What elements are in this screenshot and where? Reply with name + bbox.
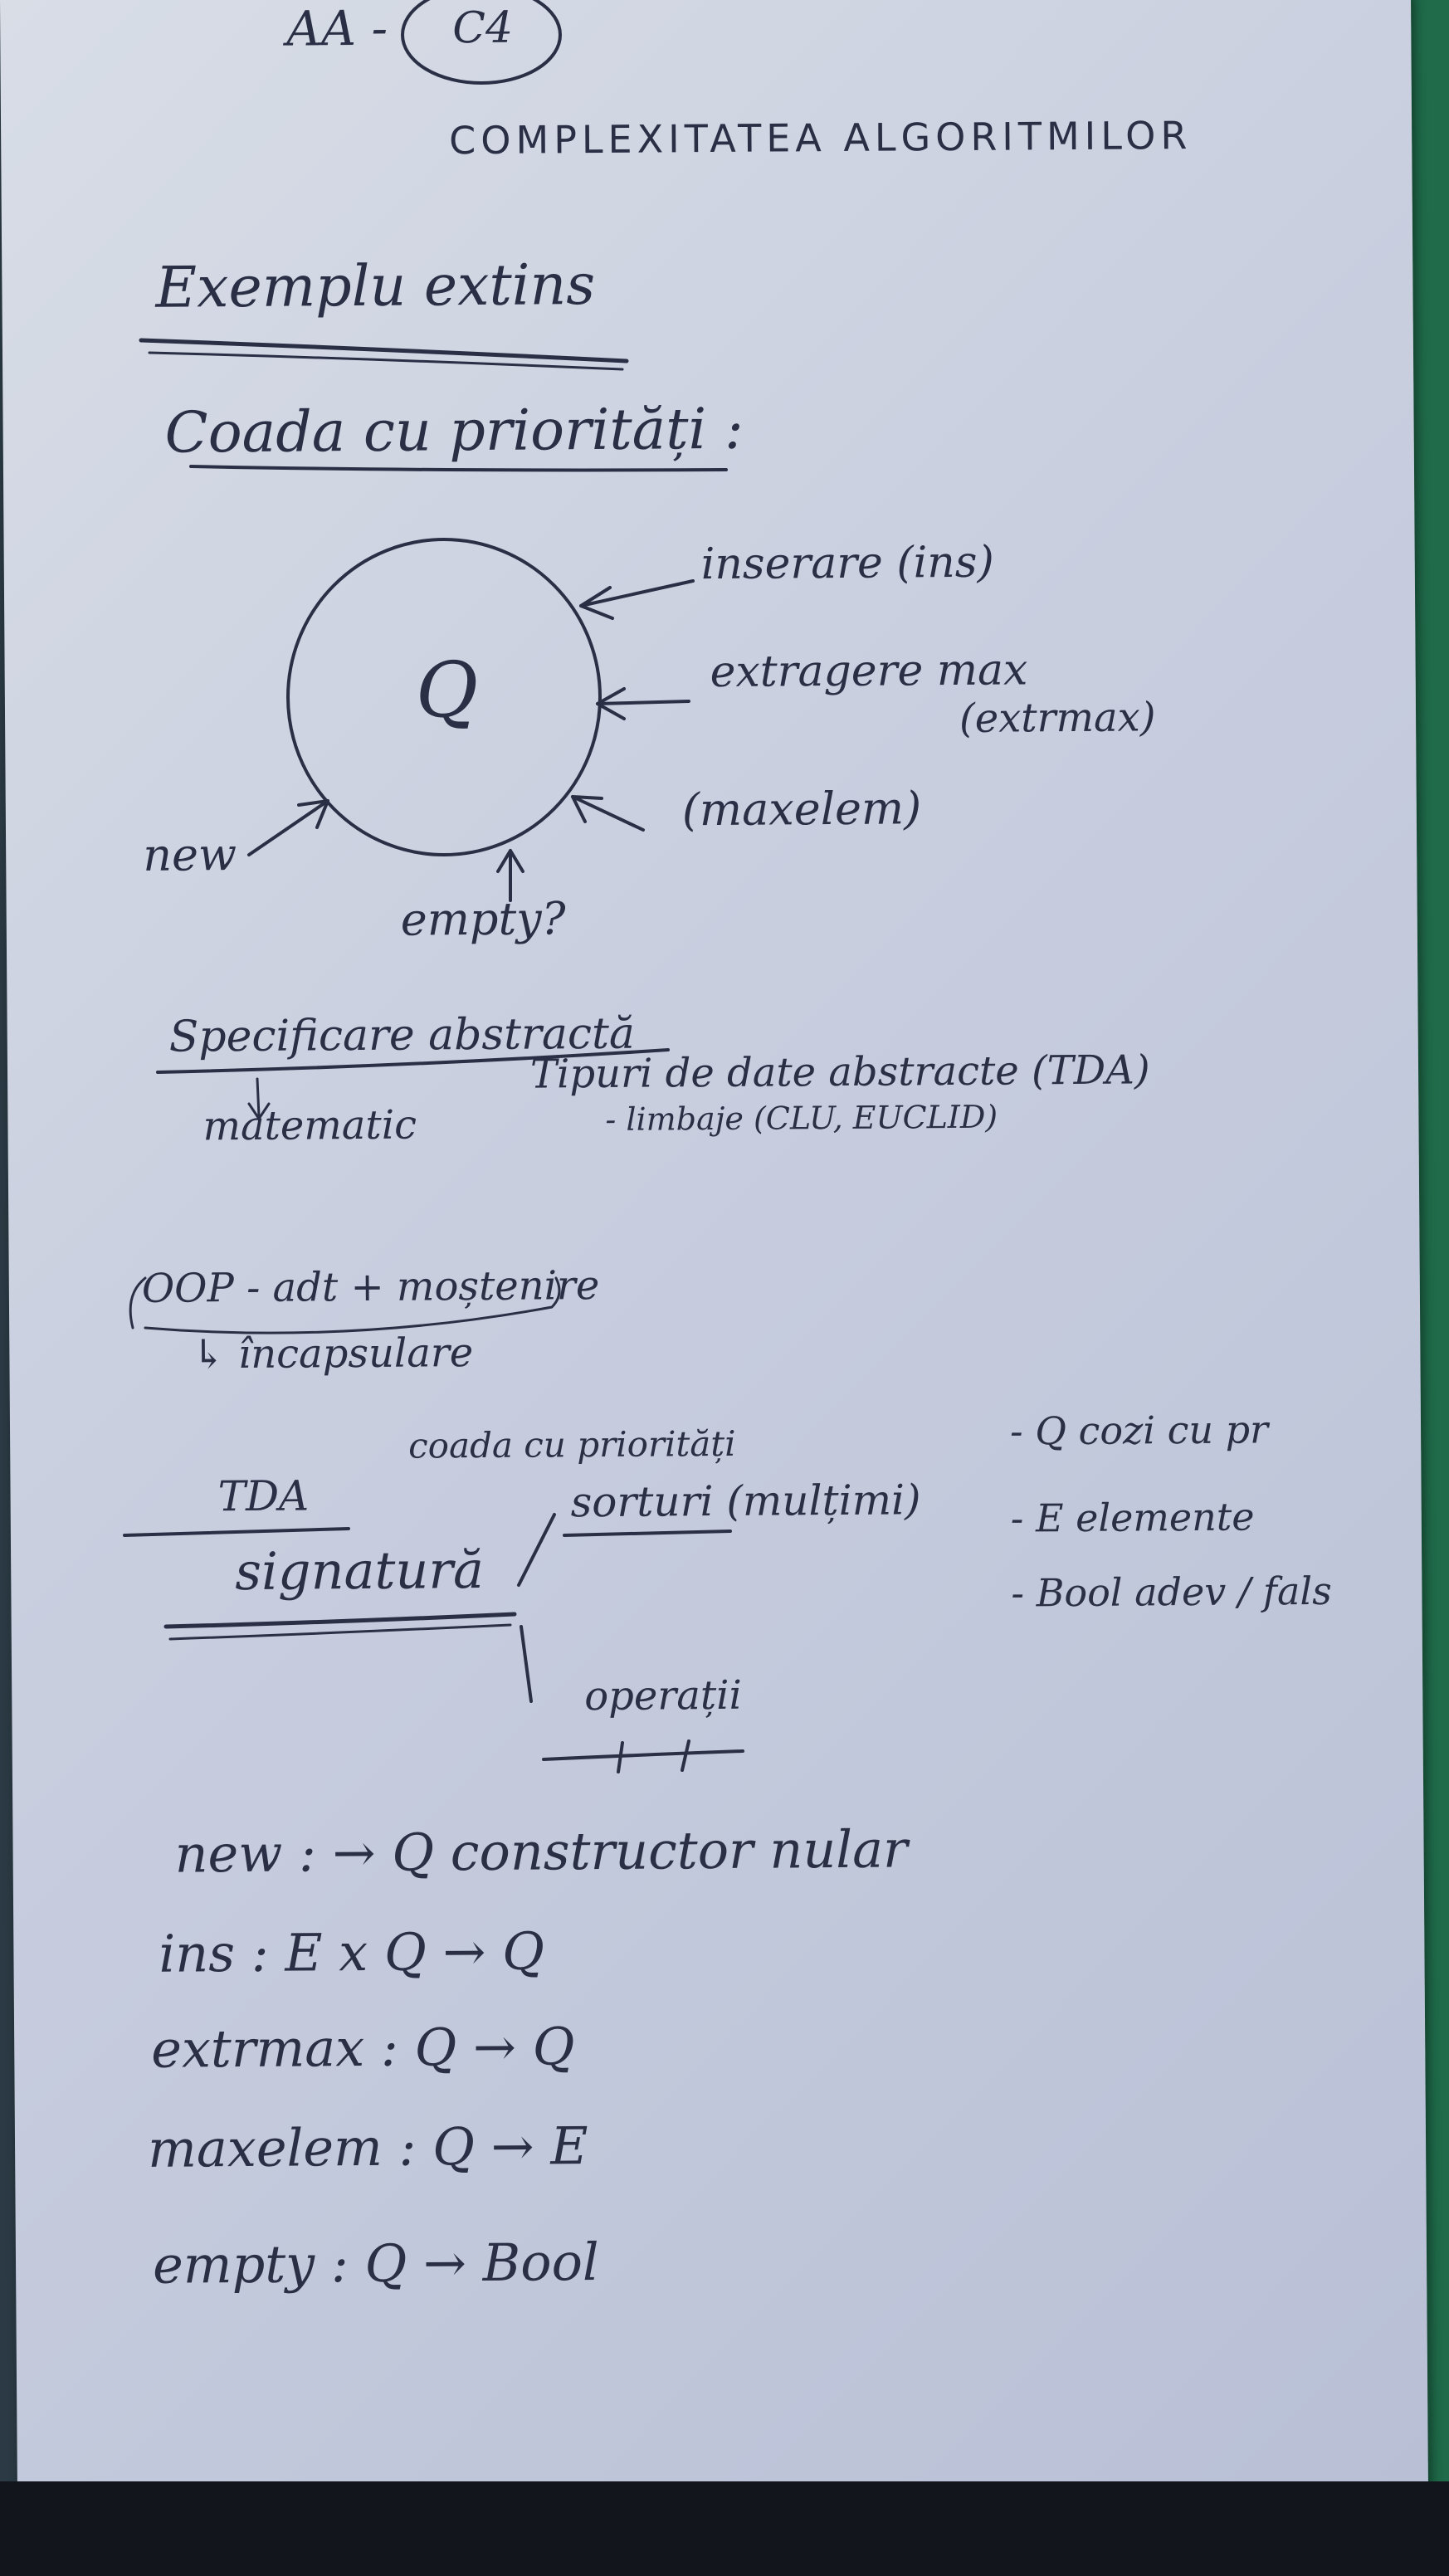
op-extract-label: extragere max: [710, 645, 1028, 698]
spec-math: matematic: [202, 1101, 417, 1150]
arrow-maxelem: [573, 797, 643, 830]
heading-underline: [149, 353, 622, 369]
queue-label: Q: [415, 645, 479, 735]
arrow-extract: [598, 689, 689, 719]
op-new-label: new: [142, 828, 237, 881]
sort-item: - Q cozi cu pr: [1009, 1407, 1269, 1454]
tda-label: TDA: [217, 1471, 310, 1521]
operations-label: operații: [584, 1671, 743, 1720]
queue-circle: [288, 539, 600, 855]
page-title: COMPLEXITATEA ALGORITMILOR: [449, 112, 1193, 163]
operation-line: extrmax : Q → Q: [150, 2016, 575, 2080]
lecture-badge: C4: [452, 2, 514, 54]
tda-underline: [124, 1529, 349, 1535]
spec-types: Tipuri de date abstracte (TDA): [529, 1046, 1150, 1098]
arrow-empty: [498, 851, 523, 900]
spec-heading: Specificare abstractă: [168, 1008, 636, 1062]
operations-underline: [544, 1741, 743, 1772]
sorts-label: sorturi (mulțimi): [570, 1476, 921, 1527]
op-insert-label: inserare (ins): [700, 537, 994, 590]
spec-languages: - limbaje (CLU, EUCLID): [605, 1098, 998, 1138]
branch-to-operations: [521, 1627, 531, 1701]
tda-target: coada cu priorități: [408, 1422, 736, 1466]
sort-item: - Bool adev / fals: [1011, 1568, 1332, 1616]
op-empty-label: empty?: [400, 892, 566, 946]
op-extract-abbr: (extrmax): [959, 694, 1156, 742]
sort-item: - E elemente: [1010, 1494, 1255, 1541]
oop-encapsulation: ↳ încapsulare: [192, 1329, 474, 1378]
section-heading: Exemplu extins: [155, 252, 596, 321]
badge-circle: [402, 0, 560, 83]
oop-bracket: [130, 1278, 559, 1333]
course-code: AA -: [286, 0, 388, 57]
operation-line: new : → Q constructor nular: [174, 1818, 908, 1885]
spec-underline: [158, 1050, 668, 1072]
operation-line: empty : Q → Bool: [152, 2232, 599, 2295]
operation-line: ins : E x Q → Q: [159, 1920, 545, 1984]
arrow-insert: [581, 581, 693, 618]
signature-underline: [166, 1614, 515, 1627]
down-arrow: [249, 1079, 269, 1119]
op-maxelem-label: (maxelem): [681, 782, 922, 837]
heading-underline: [141, 340, 627, 361]
section-subheading: Coada cu priorități :: [164, 396, 744, 466]
branch-to-sorts: [519, 1515, 554, 1585]
desk-edge: [0, 2481, 1449, 2576]
operation-line: maxelem : Q → E: [147, 2115, 588, 2179]
oop-line: OOP - adt + moștenire: [141, 1261, 600, 1312]
subheading-underline: [191, 466, 726, 471]
arrow-new: [249, 801, 328, 855]
sorts-underline: [564, 1531, 730, 1535]
signature-label: signatură: [234, 1539, 485, 1603]
